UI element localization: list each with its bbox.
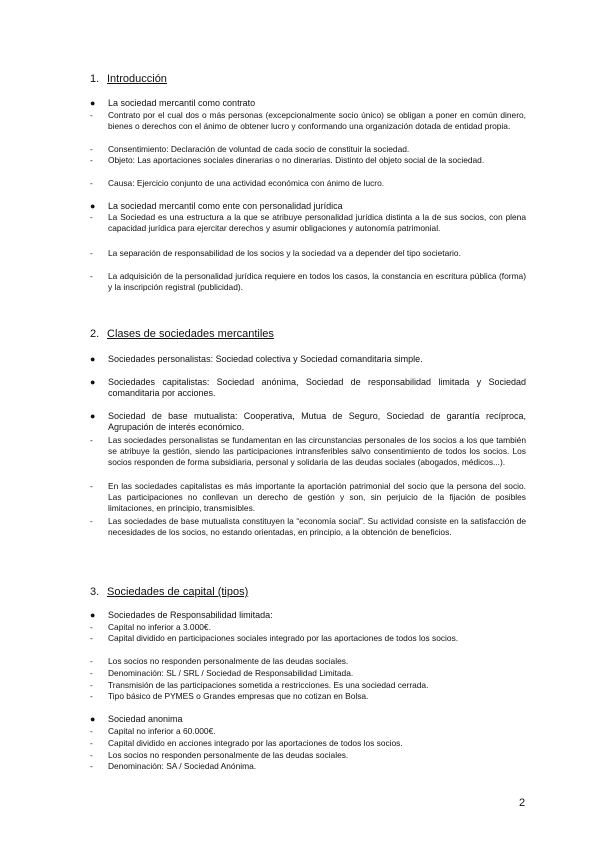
dash-item [90, 481, 526, 515]
section-title: Clases de sociedades mercantiles [107, 328, 274, 340]
dash-text: Las sociedades personalistas se fundamentan en las circunstancias personales de los socios a los que también se atribuye la gestión, siendo las participaciones intransferibles salvo consentimiento de todos los socios. Los socios responden de forma subsidiaria, personal y solidaria de las deudas sociales (abogados, médicos...). [108, 435, 526, 468]
bullet-marker: ● [90, 411, 96, 421]
dash-text: Causa: Ejercicio conjunto de una actividad económica con ánimo de lucro. [108, 178, 385, 188]
section-heading-clases [90, 328, 274, 340]
dash-text: Denominación: SA / Sociedad Anónima. [108, 761, 257, 771]
bullet-item [90, 98, 526, 109]
bullet-marker: ● [90, 714, 96, 724]
section-number: 3. [90, 586, 100, 598]
dash-item [90, 750, 526, 761]
dash-marker: - [90, 633, 93, 643]
dash-item [90, 633, 526, 644]
section-title: Sociedades de capital (tipos) [107, 586, 249, 598]
bullet-text: Sociedades personalistas: Sociedad colectiva y Sociedad comanditaria simple. [108, 354, 423, 364]
dash-text: Los socios no responden personalmente de las deudas sociales. [108, 750, 349, 760]
dash-item [90, 271, 526, 293]
dash-marker: - [90, 212, 93, 222]
dash-marker: - [90, 761, 93, 771]
dash-text: La Sociedad es una estructura a la que se atribuye personalidad jurídica distinta a la de sus socios, con plena capacidad jurídica para ejercitar derechos y asumir obligaciones y autonomía patrimonial. [108, 212, 526, 234]
dash-marker: - [90, 516, 93, 526]
dash-marker: - [90, 271, 93, 281]
dash-text: Contrato por el cual dos o más personas (excepcionalmente socio único) se obligan a poner en común dinero, bienes o derechos con el ánimo de obtener lucro y conformando una organización dotada de entidad propia. [108, 110, 526, 132]
dash-item [90, 248, 526, 259]
bullet-text: Sociedades capitalistas: Sociedad anónima, Sociedad de responsabilidad limitada y Sociedad comanditaria por acciones. [108, 377, 526, 399]
bullet-item [90, 714, 526, 725]
section-heading-introduccion [90, 73, 167, 85]
bullet-marker: ● [90, 354, 96, 364]
bullet-item [90, 377, 526, 399]
dash-item [90, 155, 526, 166]
page-number: 2 [519, 797, 526, 809]
dash-item [90, 691, 526, 702]
section-title: Introducción [107, 73, 167, 85]
dash-item [90, 668, 526, 679]
bullet-text: La sociedad mercantil como ente con personalidad jurídica [108, 201, 343, 211]
bullet-text: La sociedad mercantil como contrato [108, 98, 256, 108]
dash-text: Objeto: Las aportaciones sociales dinerarias o no dinerarias. Distinto del objeto social de la sociedad. [108, 155, 485, 165]
dash-marker: - [90, 248, 93, 258]
bullet-text: Sociedad de base mutualista: Cooperativa, Mutua de Seguro, Sociedad de garantía recíproca, Agrupación de interés económico. [108, 411, 526, 433]
dash-item [90, 144, 526, 155]
bullet-marker: ● [90, 377, 96, 387]
dash-item [90, 726, 526, 737]
dash-marker: - [90, 691, 93, 701]
dash-marker: - [90, 144, 93, 154]
dash-marker: - [90, 680, 93, 690]
section-number: 2. [90, 328, 100, 340]
dash-text: Consentimiento: Declaración de voluntad de cada socio de constituir la sociedad. [108, 144, 410, 154]
dash-item [90, 656, 526, 667]
dash-text: Los socios no responden personalmente de las deudas sociales. [108, 656, 349, 666]
dash-item [90, 622, 526, 633]
dash-text: Capital dividido en participaciones sociales integrado por las aportaciones de todos los socios. [108, 633, 459, 643]
dash-text: Las sociedades de base mutualista constituyen la “economía social”. Su actividad consiste en la satisfacción de necesidades de los socios, no estando orientadas, en principio, a la obtención de beneficios. [108, 516, 526, 538]
dash-text: Capital no inferior a 60.000€. [108, 726, 216, 736]
dash-marker: - [90, 726, 93, 736]
dash-marker: - [90, 622, 93, 632]
dash-text: En las sociedades capitalistas es más importante la aportación patrimonial del socio que la persona del socio. Las participaciones no conllevan un derecho de gestión y son, sin perjuicio de la fijación de posibles limitaciones, en principio, transmisibles. [108, 481, 526, 514]
dash-text: Capital no inferior a 3.000€. [108, 622, 211, 632]
dash-text: Transmisión de las participaciones sometida a restricciones. Es una sociedad cerrada. [108, 680, 429, 690]
dash-marker: - [90, 481, 93, 491]
bullet-marker: ● [90, 201, 96, 211]
dash-item [90, 435, 526, 469]
dash-marker: - [90, 750, 93, 760]
dash-marker: - [90, 668, 93, 678]
dash-marker: - [90, 738, 93, 748]
dash-marker: - [90, 656, 93, 666]
dash-text: Tipo básico de PYMES o Grandes empresas que no cotizan en Bolsa. [108, 691, 369, 701]
dash-text: Denominación: SL / SRL / Sociedad de Responsabilidad Limitada. [108, 668, 354, 678]
dash-text: La adquisición de la personalidad jurídica requiere en todos los casos, la constancia en escritura pública (forma) y la inscripción registral (publicidad). [108, 271, 526, 293]
bullet-marker: ● [90, 98, 96, 108]
dash-item [90, 761, 526, 772]
bullet-item [90, 610, 526, 621]
bullet-marker: ● [90, 610, 96, 620]
bullet-text: Sociedad anonima [108, 714, 183, 724]
dash-marker: - [90, 155, 93, 165]
dash-item [90, 212, 526, 234]
dash-marker: - [90, 110, 93, 120]
dash-item [90, 110, 526, 132]
bullet-item [90, 411, 526, 433]
section-number: 1. [90, 73, 100, 85]
bullet-item [90, 354, 526, 365]
dash-text: Capital dividido en acciones integrado por las aportaciones de todos los socios. [108, 738, 403, 748]
dash-item [90, 738, 526, 749]
dash-marker: - [90, 178, 93, 188]
dash-item [90, 680, 526, 691]
dash-marker: - [90, 435, 93, 445]
dash-item [90, 516, 526, 538]
bullet-text: Sociedades de Responsabilidad limitada: [108, 610, 273, 620]
bullet-item [90, 201, 526, 212]
dash-item [90, 178, 526, 189]
dash-text: La separación de responsabilidad de los socios y la sociedad va a depender del tipo societario. [108, 248, 461, 258]
section-heading-sociedades-capital [90, 586, 248, 598]
